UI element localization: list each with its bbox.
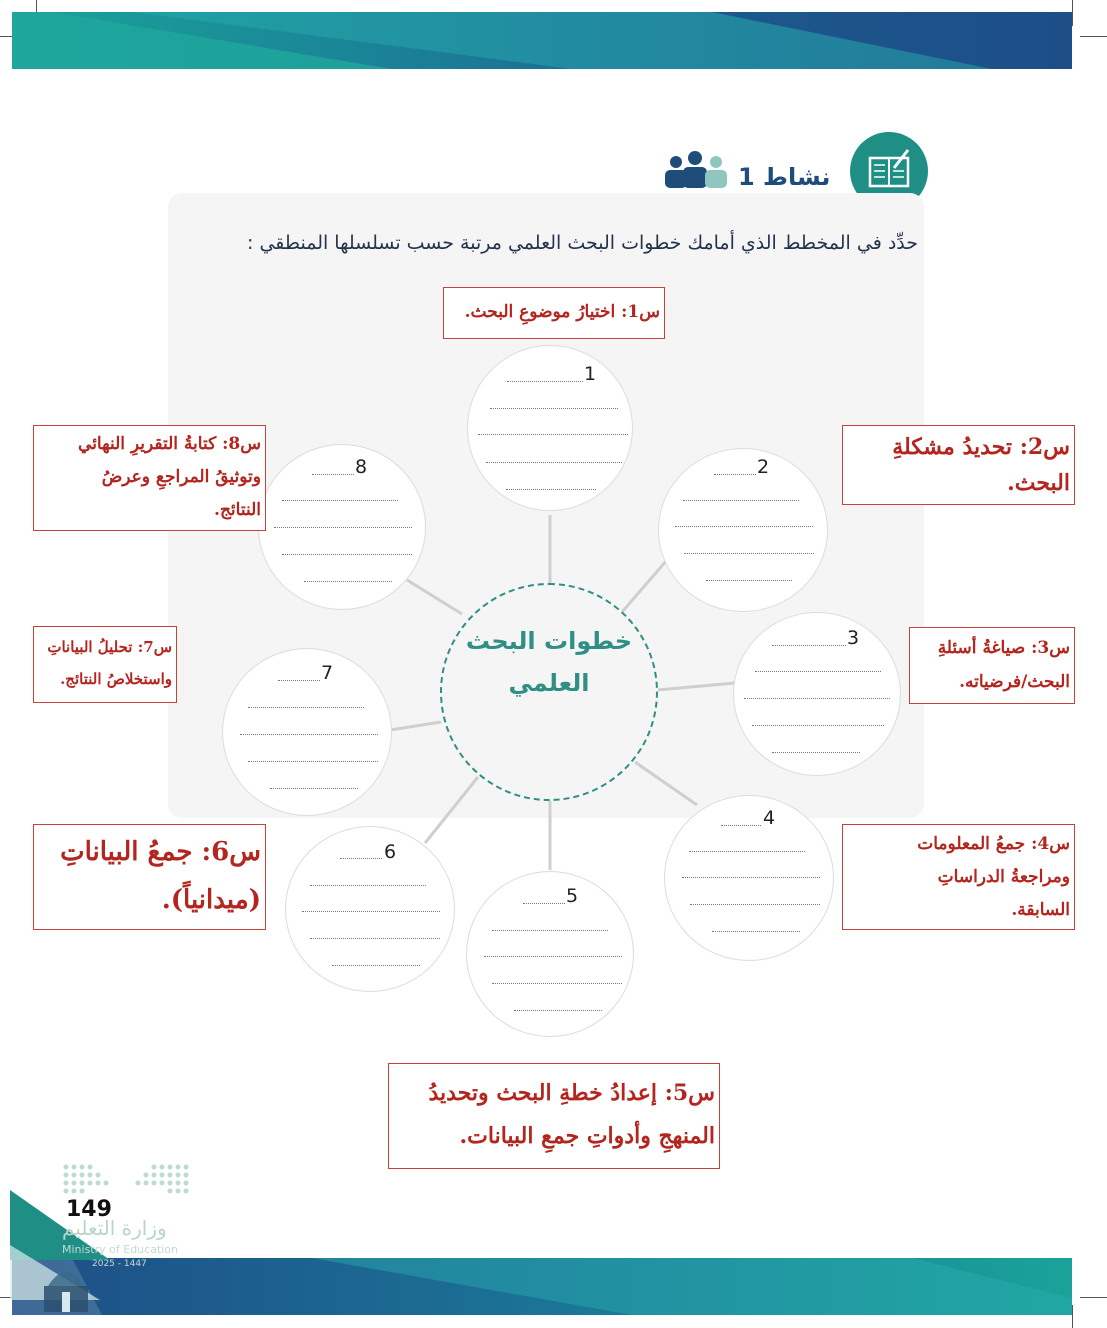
answer-line[interactable] [507, 381, 583, 382]
answer-line[interactable] [282, 500, 398, 501]
answer-line[interactable] [270, 788, 358, 789]
answer-box-8: س8: كتابةُ التقريرِ النهائي وتوثيقُ المراجعِ وعرضُ النتائج. [33, 425, 266, 531]
answer-box-4: س4: جمعُ المعلومات ومراجعةُ الدراساتِ السابقة. [842, 824, 1075, 930]
center-label: خطوات البحث العلمي [465, 627, 633, 697]
answer-box-2: س2: تحديدُ مشكلةِ البحث. [842, 425, 1075, 505]
ministry-logo-dots [60, 1162, 190, 1198]
answer-line[interactable] [492, 983, 622, 984]
answer-line[interactable] [278, 680, 320, 681]
answer-line[interactable] [755, 671, 881, 672]
answer-line[interactable] [304, 581, 392, 582]
answer-line[interactable] [312, 474, 354, 475]
answer-line[interactable] [772, 752, 860, 753]
answer-line[interactable] [514, 1010, 602, 1011]
step-number: 3 [847, 627, 860, 649]
step-number: 4 [763, 807, 776, 829]
answer-line[interactable] [486, 462, 622, 463]
answer-line[interactable] [248, 761, 378, 762]
answer-line[interactable] [721, 825, 761, 826]
answer-line[interactable] [240, 734, 378, 735]
step-number: 7 [321, 662, 334, 684]
ministry-year: 2025 - 1447 [92, 1259, 147, 1269]
answer-line[interactable] [332, 965, 420, 966]
answer-line[interactable] [310, 938, 440, 939]
answer-line[interactable] [310, 885, 426, 886]
step-number: 6 [384, 841, 397, 863]
ministry-name-en: Ministry of Education [62, 1243, 179, 1256]
answer-line[interactable] [772, 645, 846, 646]
page-number: 149 [66, 1197, 112, 1222]
answer-box-1: س1: اختيارُ موضوعِ البحث. [443, 287, 665, 339]
instruction-text: حدِّد في المخطط الذي أمامك خطوات البحث العلمي مرتبة حسب تسلسلها المنطقي : [247, 232, 918, 254]
answer-line[interactable] [690, 904, 820, 905]
answer-line[interactable] [675, 526, 813, 527]
answer-line[interactable] [714, 474, 756, 475]
answer-line[interactable] [683, 500, 799, 501]
answer-line[interactable] [689, 851, 805, 852]
answer-line[interactable] [752, 725, 884, 726]
step-number: 5 [566, 885, 579, 907]
answer-line[interactable] [248, 707, 364, 708]
answer-box-3: س3: صياغةُ أسئلةِ البحث/فرضياته. [909, 627, 1075, 704]
answer-line[interactable] [712, 931, 800, 932]
answer-box-7: س7: تحليلُ البياناتِ واستخلاصُ النتائج. [33, 626, 177, 703]
answer-line[interactable] [684, 553, 814, 554]
answer-line[interactable] [490, 408, 618, 409]
emblem-icon [38, 1256, 94, 1316]
answer-line[interactable] [744, 698, 890, 699]
answer-line[interactable] [492, 930, 608, 931]
answer-line[interactable] [484, 956, 622, 957]
answer-line[interactable] [682, 877, 820, 878]
answer-line[interactable] [523, 903, 565, 904]
step-number: 2 [757, 456, 770, 478]
answer-box-6: س6: جمعُ البياناتِ (ميدانياً). [33, 824, 266, 930]
answer-line[interactable] [478, 434, 628, 435]
ministry-name-ar: وزارة التعليم [62, 1216, 167, 1240]
answer-box-5: س5: إعدادُ خطةِ البحث وتحديدُ المنهجِ وأدواتِ جمعِ البيانات. [388, 1063, 720, 1169]
answer-line[interactable] [340, 858, 382, 859]
answer-line[interactable] [274, 527, 412, 528]
answer-line[interactable] [302, 911, 440, 912]
answer-line[interactable] [506, 489, 596, 490]
step-number: 1 [584, 363, 597, 385]
answer-line[interactable] [706, 580, 792, 581]
step-number: 8 [355, 456, 368, 478]
activity-title: نشاط 1 [738, 163, 831, 191]
answer-line[interactable] [282, 554, 412, 555]
